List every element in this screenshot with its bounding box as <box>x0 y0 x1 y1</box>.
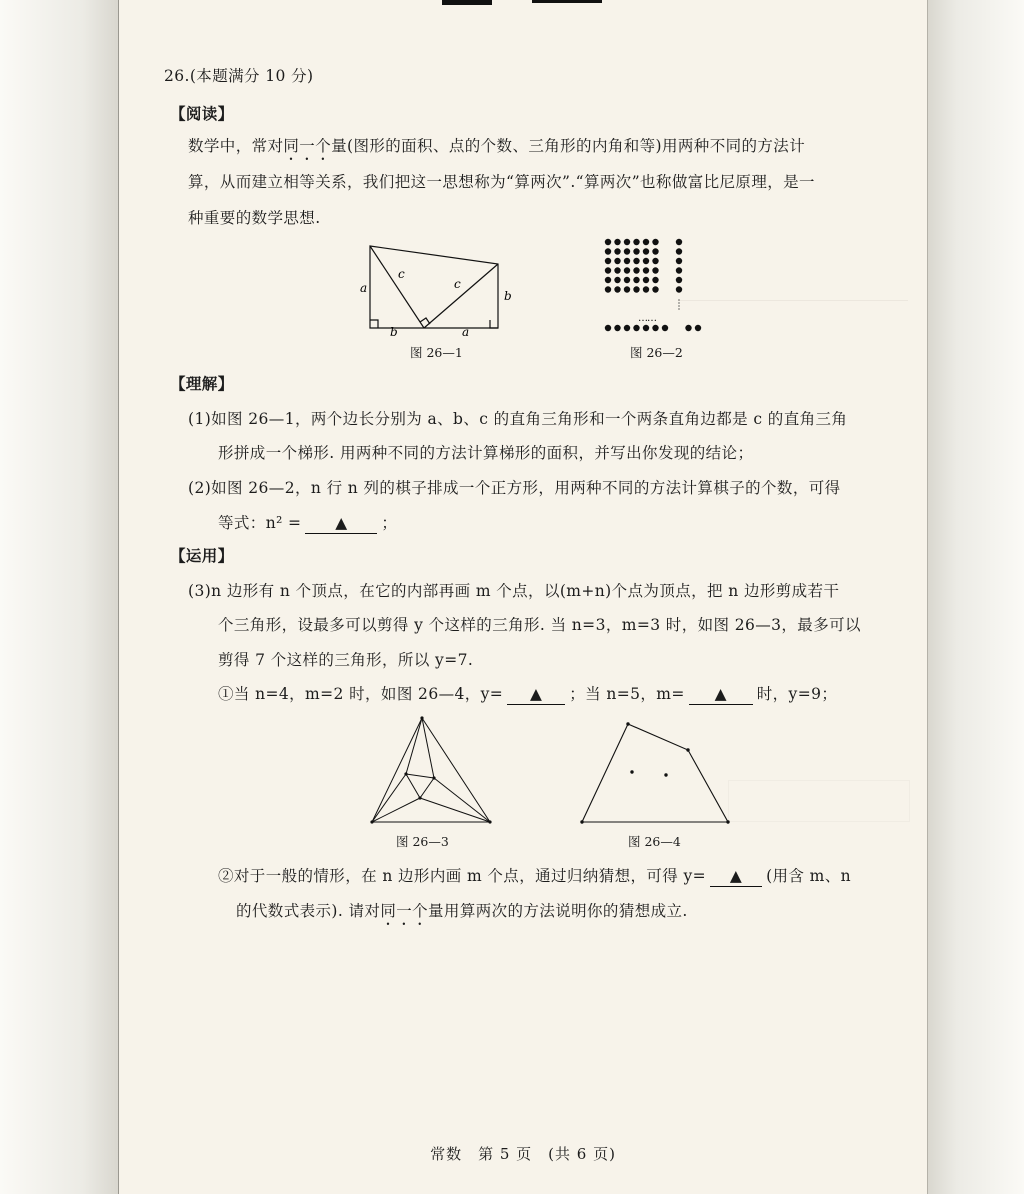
understanding-header: 【理解】 <box>170 374 234 393</box>
grid-dot <box>633 248 639 254</box>
question-1-line-2: 形拼成一个梯形. 用两种不同的方法计算梯形的面积，并写出你发现的结论； <box>218 444 754 462</box>
reading-paragraph-line-2: 算，从而建立相等关系，我们把这一思想称为“算两次”.“算两次”也称做富比尼原理，是一 <box>188 173 815 191</box>
question-3-sub-2-line-2: 的代数式表示). 请对同一个量用算两次的方法说明你的猜想成立. <box>236 902 688 920</box>
grid-dot <box>643 286 649 292</box>
grid-dot <box>633 258 639 264</box>
grid-dot <box>614 267 620 273</box>
grid-dot <box>624 239 630 245</box>
grid-dot <box>624 258 630 264</box>
grid-dot <box>633 286 639 292</box>
reading-paragraph-line-3: 种重要的数学思想. <box>188 209 321 227</box>
figure-26-1-caption: 图 26—1 <box>410 345 463 360</box>
question-3-sub-1: ①当 n=4，m=2 时，如图 26—4，y= ▲ ；当 n=5，m= ▲ 时，y=9； <box>218 685 838 703</box>
grid-dot-bottom-row <box>605 325 611 331</box>
answer-blank-y[interactable]: ▲ <box>507 684 565 705</box>
grid-dot-bottom-row <box>643 325 649 331</box>
grid-dot-bottom-row <box>695 325 701 331</box>
fig1-label-b-bottom: b <box>390 325 398 338</box>
fig1-label-b-right: b <box>504 289 512 303</box>
top-registration-marks <box>442 0 702 6</box>
grid-dot <box>605 277 611 283</box>
ellipsis-dot <box>678 302 679 303</box>
grid-dot-bottom-row <box>662 325 668 331</box>
grid-dot <box>605 267 611 273</box>
question-2-line-2: 等式：n² = ▲ ； <box>218 514 398 532</box>
grid-dot-right-column <box>676 239 682 245</box>
bleed-through-shadow <box>728 780 910 822</box>
reading-paragraph-line-1: 数学中，常对同一个量(图形的面积、点的个数、三角形的内角和等)用两种不同的方法计 <box>188 137 806 155</box>
question-3-sub-2-line-1: ②对于一般的情形，在 n 边形内画 m 个点，通过归纳猜想，可得 y= ▲ (用含 m、n <box>218 867 852 885</box>
grid-dot <box>652 248 658 254</box>
answer-blank-m[interactable]: ▲ <box>689 684 753 705</box>
grid-dot <box>652 267 658 273</box>
reading-header: 【阅读】 <box>170 104 234 123</box>
grid-dot <box>652 239 658 245</box>
grid-dot <box>624 248 630 254</box>
grid-dot <box>614 239 620 245</box>
grid-dot-bottom-row <box>614 325 620 331</box>
grid-dot <box>605 286 611 292</box>
question-3-line-2: 个三角形，设最多可以剪得 y 个这样的三角形. 当 n=3，m=3 时，如图 26—3，最多可以 <box>218 616 861 634</box>
grid-dot <box>652 277 658 283</box>
scanner-margin-right <box>928 0 1024 1194</box>
grid-dot-right-column <box>676 258 682 264</box>
figure-26-2-caption: 图 26—2 <box>630 345 683 360</box>
grid-dot <box>643 258 649 264</box>
grid-dot <box>643 267 649 273</box>
scanner-margin-left <box>0 0 118 1194</box>
fig2-ellipsis-bottom: …… <box>638 313 656 324</box>
grid-dot <box>605 239 611 245</box>
ellipsis-dot <box>678 305 679 306</box>
grid-dot-bottom-row <box>685 325 691 331</box>
page-footer: 常数 第 5 页 (共 6 页) <box>430 1145 616 1163</box>
fig1-label-c-left: c <box>398 267 405 281</box>
grid-dot <box>605 248 611 254</box>
figure-26-3-caption: 图 26—3 <box>396 834 449 849</box>
grid-dot <box>652 258 658 264</box>
problem-number: 26.(本题满分 10 分) <box>164 67 314 85</box>
grid-dot-right-column <box>676 286 682 292</box>
grid-dot <box>624 286 630 292</box>
grid-dot <box>633 239 639 245</box>
answer-blank-q2[interactable]: ▲ <box>305 513 377 534</box>
grid-dot <box>614 258 620 264</box>
grid-dot <box>614 286 620 292</box>
figure-26-2 <box>602 236 712 338</box>
ellipsis-dot <box>678 299 679 300</box>
grid-dot <box>605 258 611 264</box>
grid-dot <box>624 267 630 273</box>
question-3-line-3: 剪得 7 个这样的三角形，所以 y=7. <box>218 651 474 669</box>
grid-dot <box>614 277 620 283</box>
grid-dot <box>633 277 639 283</box>
grid-dot <box>633 267 639 273</box>
grid-dot <box>643 248 649 254</box>
grid-dot-right-column <box>676 267 682 273</box>
grid-dot-right-column <box>676 248 682 254</box>
grid-dot <box>643 239 649 245</box>
question-1-line-1: (1)如图 26—1，两个边长分别为 a、b、c 的直角三角形和一个两条直角边都是 c 的直角三角 <box>188 410 848 428</box>
grid-dot <box>614 248 620 254</box>
answer-blank-formula[interactable]: ▲ <box>710 866 762 887</box>
question-3-line-1: (3)n 边形有 n 个顶点，在它的内部再画 m 个点，以(m+n)个点为顶点，把 n 边形剪成若干 <box>188 582 840 600</box>
grid-dot <box>643 277 649 283</box>
grid-dot <box>652 286 658 292</box>
bleed-through-shadow <box>678 250 908 301</box>
question-2-line-1: (2)如图 26—2，n 行 n 列的棋子排成一个正方形，用两种不同的方法计算棋子的个数，可得 <box>188 479 841 497</box>
figure-26-4 <box>576 718 736 828</box>
fig1-label-a-left: a <box>360 281 368 295</box>
grid-dot-bottom-row <box>633 325 639 331</box>
grid-dot-bottom-row <box>624 325 630 331</box>
figure-26-3 <box>368 714 498 828</box>
fig1-label-c-right: c <box>454 277 461 291</box>
grid-dot-right-column <box>676 277 682 283</box>
application-header: 【运用】 <box>170 546 234 565</box>
ellipsis-dot <box>678 308 679 309</box>
exam-page <box>118 0 928 1194</box>
figure-26-1 <box>358 238 518 338</box>
grid-dot <box>624 277 630 283</box>
grid-dot-bottom-row <box>652 325 658 331</box>
figure-26-4-caption: 图 26—4 <box>628 834 681 849</box>
fig1-label-a-bottom: a <box>462 325 470 338</box>
